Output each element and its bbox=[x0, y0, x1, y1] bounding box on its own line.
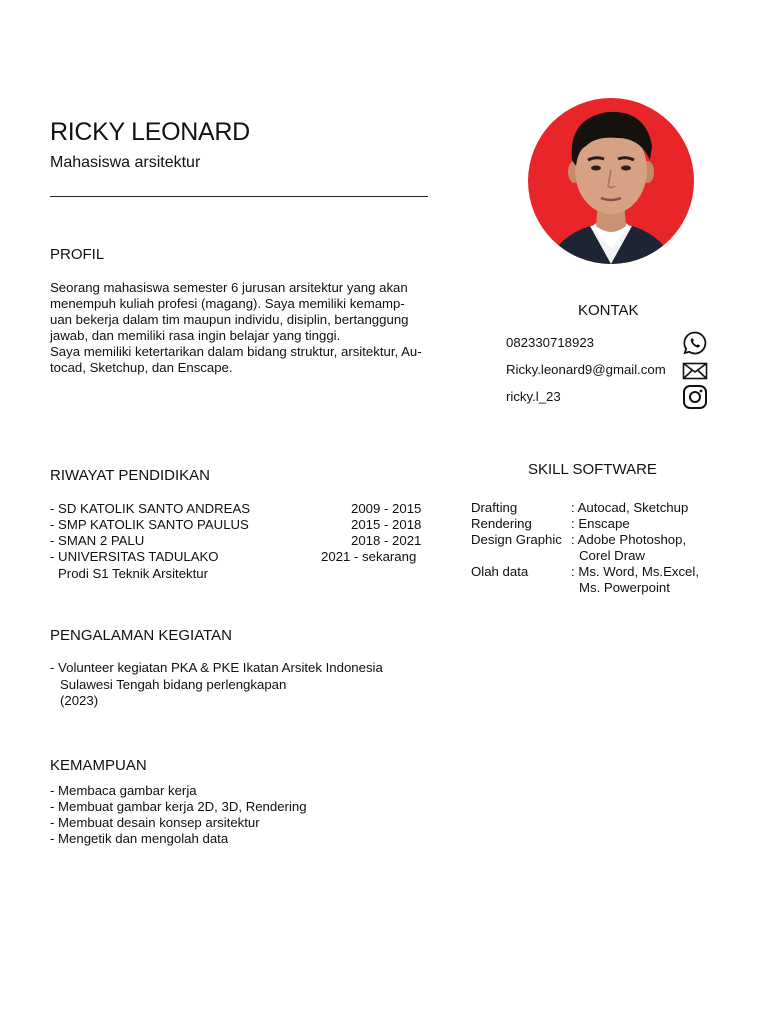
cv-name: RICKY LEONARD bbox=[50, 118, 250, 146]
ability-item: - Membaca gambar kerja bbox=[50, 783, 197, 798]
profile-line: jawab, dan memiliki rasa ingin belajar yang tinggi. bbox=[50, 328, 341, 343]
skill-category: Design Graphic bbox=[471, 532, 562, 547]
profile-line: Seorang mahasiswa semester 6 jurusan arsitektur yang akan bbox=[50, 280, 408, 295]
education-years: 2015 - 2018 bbox=[351, 517, 422, 532]
skill-tools: : Adobe Photoshop, bbox=[571, 532, 687, 547]
experience-heading: PENGALAMAN KEGIATAN bbox=[50, 627, 232, 644]
skill-tools-cont: Corel Draw bbox=[579, 548, 645, 563]
ability-item: - Membuat gambar kerja 2D, 3D, Rendering bbox=[50, 799, 307, 814]
skill-category: Drafting bbox=[471, 500, 518, 515]
cv-role: Mahasiswa arsitektur bbox=[50, 154, 201, 171]
profile-line: Saya memiliki ketertarikan dalam bidang struktur, arsitektur, Au- bbox=[50, 344, 422, 359]
whatsapp-icon bbox=[682, 330, 708, 356]
experience-line: - Volunteer kegiatan PKA & PKE Ikatan Arsitek Indonesia bbox=[50, 660, 383, 675]
education-years: 2018 - 2021 bbox=[351, 533, 422, 548]
abilities-heading: KEMAMPUAN bbox=[50, 757, 147, 774]
contact-heading: KONTAK bbox=[578, 302, 639, 319]
skill-category: Rendering bbox=[471, 516, 532, 531]
education-school: - UNIVERSITAS TADULAKO bbox=[50, 549, 219, 564]
profile-line: menempuh kuliah profesi (magang). Saya memiliki kemamp- bbox=[50, 296, 405, 311]
education-years: 2021 - sekarang bbox=[321, 549, 417, 564]
abilities-list bbox=[50, 783, 307, 847]
skill-tools: : Autocad, Sketchup bbox=[571, 500, 689, 515]
profile-line: uan bekerja dalam tim maupun individu, disiplin, bertanggung bbox=[50, 312, 409, 327]
skill-tools: : Enscape bbox=[571, 516, 630, 531]
ability-item: - Membuat desain konsep arsitektur bbox=[50, 815, 260, 830]
education-program: Prodi S1 Teknik Arsitektur bbox=[58, 566, 209, 581]
skills-heading: SKILL SOFTWARE bbox=[528, 461, 657, 478]
ability-item: - Mengetik dan mengolah data bbox=[50, 831, 229, 846]
skill-category: Olah data bbox=[471, 564, 529, 579]
contact-instagram: ricky.l_23 bbox=[506, 389, 561, 404]
header-divider bbox=[50, 196, 428, 197]
education-school: - SMP KATOLIK SANTO PAULUS bbox=[50, 517, 249, 532]
education-heading: RIWAYAT PENDIDIKAN bbox=[50, 467, 211, 484]
education-years: 2009 - 2015 bbox=[351, 501, 422, 516]
skill-tools: : Ms. Word, Ms.Excel, bbox=[571, 564, 699, 579]
experience-line: (2023) bbox=[60, 693, 99, 708]
profile-text bbox=[50, 280, 428, 376]
contact-phone: 082330718923 bbox=[506, 335, 595, 350]
profile-heading: PROFIL bbox=[50, 246, 105, 263]
contact-email: Ricky.leonard9@gmail.com bbox=[506, 362, 666, 377]
experience-line: Sulawesi Tengah bidang perlengkapan bbox=[60, 677, 287, 692]
education-school: - SMAN 2 PALU bbox=[50, 533, 145, 548]
profile-photo bbox=[528, 98, 694, 264]
education-school: - SD KATOLIK SANTO ANDREAS bbox=[50, 501, 251, 516]
profile-line: tocad, Sketchup, dan Enscape. bbox=[50, 360, 233, 375]
instagram-icon bbox=[682, 384, 708, 410]
mail-icon bbox=[682, 358, 708, 384]
portrait-illustration bbox=[528, 98, 694, 264]
skill-tools-cont: Ms. Powerpoint bbox=[579, 580, 670, 595]
